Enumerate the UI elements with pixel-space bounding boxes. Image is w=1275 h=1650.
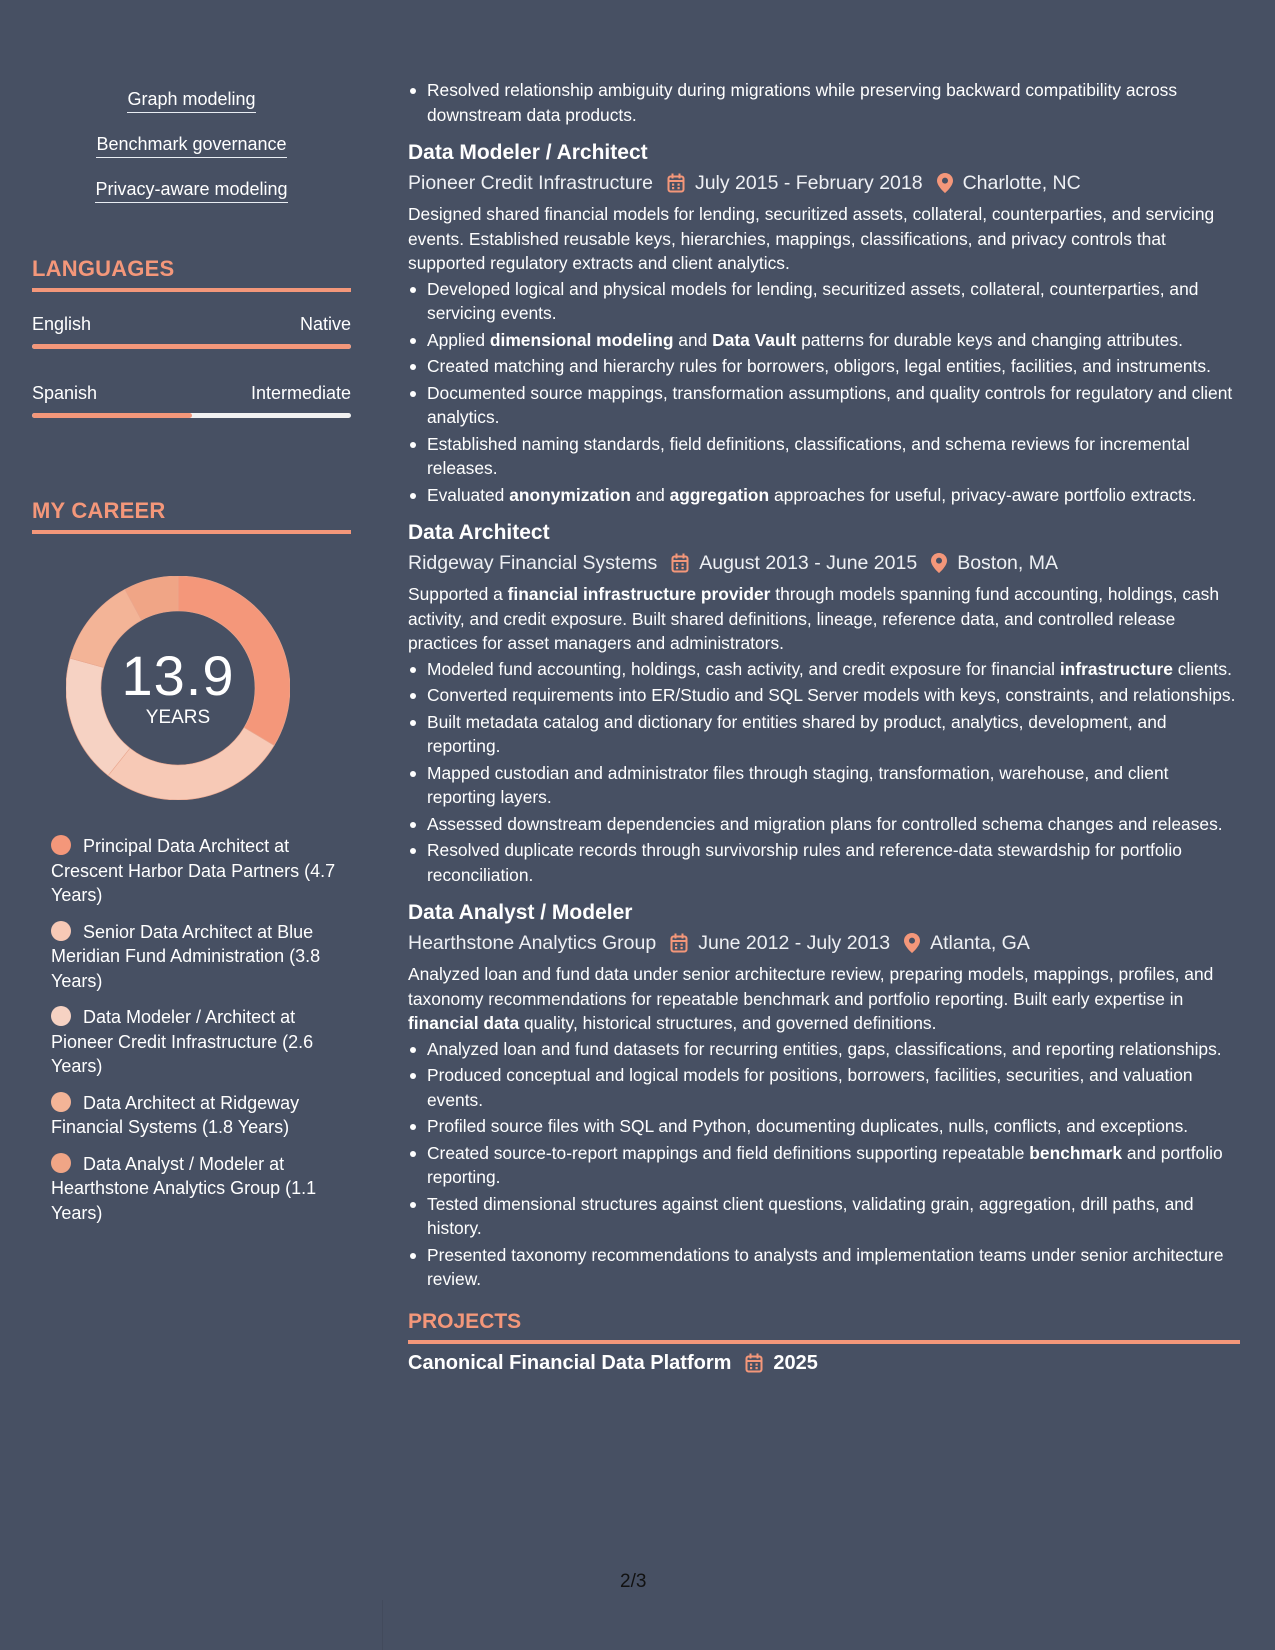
legend-dot bbox=[51, 1153, 71, 1173]
job-entry bbox=[408, 139, 1240, 507]
bullet-item: Created source-to-report mappings and field definitions supporting repeatable benchmark and portfolio reporting. bbox=[408, 1141, 1240, 1190]
job-meta bbox=[408, 929, 1240, 957]
language-row bbox=[32, 314, 351, 335]
language-name: Spanish bbox=[32, 383, 98, 403]
project-year: 2025 bbox=[773, 1351, 818, 1374]
bullet-item: Converted requirements into ER/Studio and SQL Server models with keys, constraints, and relationships. bbox=[408, 683, 1240, 708]
calendar-icon bbox=[671, 553, 689, 573]
bullet-item: Modeled fund accounting, holdings, cash activity, and credit exposure for financial infrastructure clients. bbox=[408, 657, 1240, 682]
calendar-icon bbox=[670, 933, 688, 953]
career-legend-item bbox=[51, 834, 351, 908]
bullet-item: Applied dimensional modeling and Data Vault patterns for durable keys and changing attributes. bbox=[408, 328, 1240, 353]
language-bar bbox=[32, 344, 351, 349]
bullet-item: Established naming standards, field definitions, classifications, and schema reviews for incremental releases. bbox=[408, 432, 1240, 481]
career-legend-text: Data Architect at Ridgeway Financial Systems (1.8 Years) bbox=[51, 1092, 300, 1137]
job-entry bbox=[408, 899, 1240, 1292]
project-name: Canonical Financial Data Platform bbox=[408, 1351, 732, 1374]
donut-center bbox=[66, 576, 290, 800]
bullet-item: Presented taxonomy recommendations to analysts and implementation teams under senior architecture review. bbox=[408, 1243, 1240, 1292]
job-description: Designed shared financial models for lending, securitized assets, collateral, counterparties, and servicing events. Established reusable keys, hierarchies, mappings, classifications, and privacy controls that supported regulatory extracts and client analytics. bbox=[408, 204, 1215, 273]
legend-dot bbox=[51, 835, 71, 855]
bullet-list bbox=[408, 78, 1240, 127]
job-company: Pioneer Credit Infrastructure bbox=[408, 172, 653, 194]
language-level: Intermediate bbox=[250, 383, 351, 403]
languages-heading: LANGUAGES bbox=[32, 256, 351, 292]
career-donut-chart bbox=[66, 576, 290, 800]
language-bar bbox=[32, 413, 351, 418]
job-location: Boston, MA bbox=[957, 552, 1058, 574]
location-pin-icon bbox=[931, 553, 947, 573]
bullet-item: Produced conceptual and logical models for positions, borrowers, facilities, securities, and valuation events. bbox=[408, 1063, 1240, 1112]
career-legend-item bbox=[51, 1005, 351, 1079]
calendar-icon bbox=[745, 1353, 763, 1373]
job-entry bbox=[408, 519, 1240, 887]
bullet-item: Mapped custodian and administrator files through staging, transformation, warehouse, and client reporting layers. bbox=[408, 761, 1240, 810]
bullet-item: Profiled source files with SQL and Python, documenting duplicates, nulls, conflicts, and exceptions. bbox=[408, 1114, 1240, 1139]
bullet-item: Built metadata catalog and dictionary for entities shared by product, analytics, development, and reporting. bbox=[408, 710, 1240, 759]
job-dates: June 2012 - July 2013 bbox=[698, 932, 891, 954]
language-row bbox=[32, 383, 351, 404]
career-years-unit: YEARS bbox=[145, 707, 211, 728]
job-location: Atlanta, GA bbox=[930, 932, 1030, 954]
language-bar-fill bbox=[32, 413, 192, 418]
legend-dot bbox=[51, 1006, 71, 1026]
bullet-item: Documented source mappings, transformation assumptions, and quality controls for regulatory and client analytics. bbox=[408, 381, 1240, 430]
language-name: English bbox=[32, 314, 92, 334]
skill-item: Privacy-aware modeling bbox=[95, 178, 287, 203]
job-dates: July 2015 - February 2018 bbox=[694, 172, 923, 194]
job-title: Data Modeler / Architect bbox=[408, 141, 648, 164]
career-legend-item bbox=[51, 920, 351, 994]
location-pin-icon bbox=[904, 933, 920, 953]
job-description: Supported a financial infrastructure provider through models spanning fund accounting, holdings, cash activity, and credit exposure. Built shared definitions, lineage, reference data, and controlled release practices for asset managers and administrators. bbox=[408, 584, 1220, 653]
location-pin-icon bbox=[937, 173, 953, 193]
bullet-item: Resolved duplicate records through survivorship rules and reference-data stewardship for portfolio reconciliation. bbox=[408, 838, 1240, 887]
calendar-icon bbox=[667, 173, 685, 193]
job-company: Ridgeway Financial Systems bbox=[408, 552, 658, 574]
skill-item: Graph modeling bbox=[127, 88, 255, 113]
career-legend-item bbox=[51, 1091, 351, 1140]
job-title: Data Analyst / Modeler bbox=[408, 901, 633, 924]
bullet-list bbox=[408, 277, 1240, 508]
skill-item: Benchmark governance bbox=[96, 133, 286, 158]
job-meta bbox=[408, 169, 1240, 197]
bullet-item: Analyzed loan and fund datasets for recurring entities, gaps, classifications, and reporting relationships. bbox=[408, 1037, 1240, 1062]
language-level: Native bbox=[299, 314, 351, 334]
job-company: Hearthstone Analytics Group bbox=[408, 932, 657, 954]
career-legend-text: Senior Data Architect at Blue Meridian Fund Administration (3.8 Years) bbox=[51, 921, 321, 991]
bullet-item: Assessed downstream dependencies and migration plans for controlled schema changes and releases. bbox=[408, 812, 1240, 837]
career-legend-text: Principal Data Architect at Crescent Harbor Data Partners (4.7 Years) bbox=[51, 836, 336, 905]
bullet-item: Developed logical and physical models for lending, securitized assets, collateral, counterparties, and servicing events. bbox=[408, 277, 1240, 326]
page-number: 2/3 bbox=[620, 1571, 647, 1592]
career-legend-text: Data Modeler / Architect at Pioneer Credit Infrastructure (2.6 Years) bbox=[51, 1007, 314, 1076]
job-meta bbox=[408, 549, 1240, 577]
bullet-list bbox=[408, 657, 1240, 888]
career-legend-text: Data Analyst / Modeler at Hearthstone Analytics Group (1.1 Years) bbox=[51, 1153, 317, 1223]
legend-dot bbox=[51, 921, 71, 941]
skills-list bbox=[32, 88, 351, 223]
legend-dot bbox=[51, 1092, 71, 1112]
job-location: Charlotte, NC bbox=[962, 172, 1081, 194]
career-heading: MY CAREER bbox=[32, 498, 351, 534]
career-legend-item bbox=[51, 1152, 351, 1226]
language-bar-fill bbox=[32, 344, 351, 349]
job-title: Data Architect bbox=[408, 521, 550, 544]
career-total-years: 13.9 bbox=[121, 644, 235, 707]
job-description: Analyzed loan and fund data under senior architecture review, preparing models, mappings, profiles, and taxonomy recommendations for repeatable benchmark and portfolio reporting. Built early expertise in financial data quality, historical structures, and governed definitions. bbox=[408, 964, 1214, 1033]
job-dates: August 2013 - June 2015 bbox=[699, 552, 918, 574]
bullet-item: Tested dimensional structures against client questions, validating grain, aggregation, drill paths, and history. bbox=[408, 1192, 1240, 1241]
career-legend bbox=[51, 834, 351, 1237]
bullet-item: Evaluated anonymization and aggregation approaches for useful, privacy-aware portfolio extracts. bbox=[408, 483, 1240, 508]
jobs-list bbox=[408, 139, 1240, 1292]
bullet-list bbox=[408, 1037, 1240, 1292]
bullet-item: Created matching and hierarchy rules for borrowers, obligors, legal entities, facilities, and instruments. bbox=[408, 354, 1240, 379]
bullet-item: Resolved relationship ambiguity during migrations while preserving backward compatibility across downstream data products. bbox=[408, 78, 1240, 127]
experience-column bbox=[408, 78, 1240, 1375]
project-row bbox=[408, 1352, 1240, 1375]
projects-heading: PROJECTS bbox=[408, 1310, 1240, 1344]
column-divider bbox=[382, 1600, 383, 1650]
